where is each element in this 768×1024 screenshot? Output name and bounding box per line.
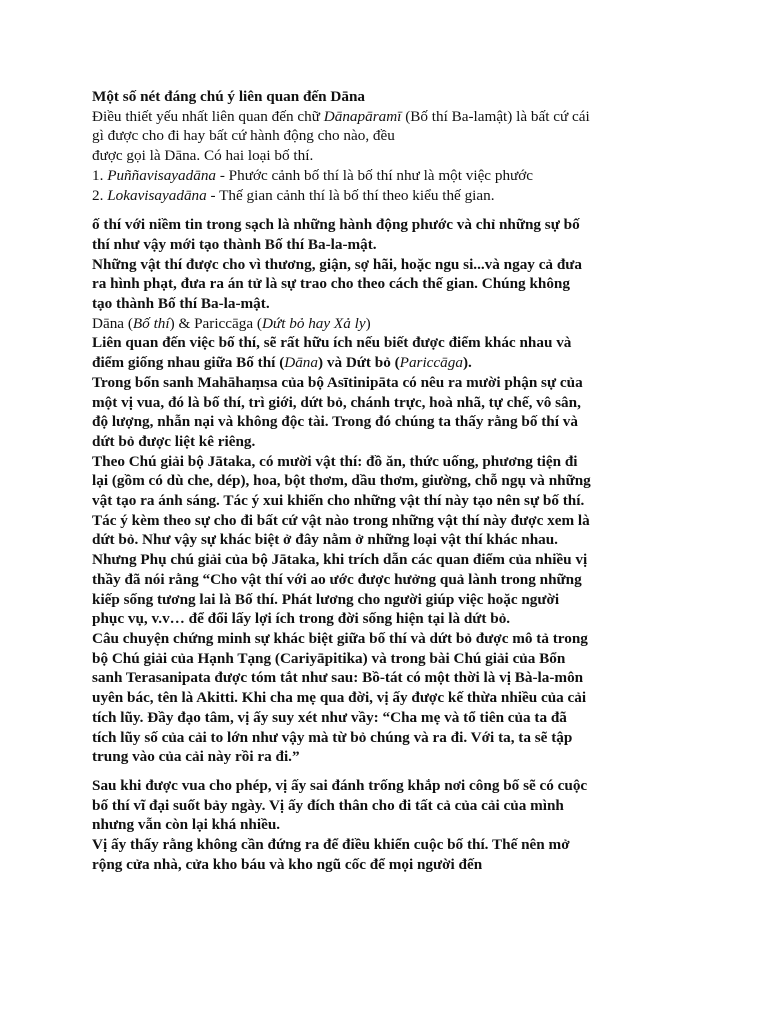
sub-text-b: ) & Pariccāga ( — [169, 314, 262, 332]
p3-text-a: Liên quan đến việc bố thí, sẽ rất hữu ích nếu biết được điểm khác nhau và điểm giống nhau giữa Bố thí ( — [92, 334, 572, 372]
intro-text-a: Điều thiết yếu nhất liên quan đến chữ — [92, 107, 324, 125]
sub-term-2: Dứt bỏ hay Xả ly — [261, 314, 366, 332]
list-term: Puññavisayadāna — [107, 166, 217, 184]
intro-paragraph — [92, 107, 592, 166]
sub-text-a: Dāna ( — [92, 314, 133, 332]
paragraph-2: Những vật thí được cho vì thương, giận, sợ hãi, hoặc ngu si...và ngay cả đưa ra hình phạt, đưa ra án tử là sự trao cho theo cách thế gian. Chúng không tạo thành Bố thí Ba-la-mật. — [92, 255, 582, 313]
paragraph-9: Vị ấy thấy rằng không cần đứng ra để điều khiển cuộc bố thí. Thế nên mở rộng cửa nhà, cửa kho báu và kho ngũ cốc để mọi người đến — [92, 836, 570, 873]
sub-text-c: ) — [365, 314, 371, 332]
list-term: Lokavisayadāna — [107, 186, 207, 204]
document-page — [92, 87, 592, 874]
sub-term-1: Bố thí — [132, 314, 170, 332]
subheading-dana-pariccaga — [92, 314, 592, 334]
intro-term: Dānapāramī — [323, 107, 402, 125]
paragraph-4: Trong bổn sanh Mahāhaṃsa của bộ Asītinipāta có nêu ra mười phận sự của một vị vua, đó là bố thí, trì giới, dứt bỏ, chánh trực, hoà nhã, tự chế, vô sân, độ lượng, nhẫn nại và không độc tài. Trong đó chúng ta thấy rằng bố thí và dứt bỏ được liệt kê riêng. — [92, 373, 583, 450]
p3-text-b: ) và Dứt bỏ ( — [318, 354, 400, 372]
paragraph-8: Sau khi được vua cho phép, vị ấy sai đánh trống khắp nơi công bố sẽ có cuộc bố thí vĩ đại suốt bảy ngày. Vị ấy đích thân cho đi tất cả của cải của mình nhưng vẫn còn lại khá nhiều. — [92, 776, 588, 834]
intro-text-c: được gọi là Dāna. Có hai loại bố thí. — [92, 147, 314, 165]
doc-title: Một số nét đáng chú ý liên quan đến Dāna — [92, 88, 366, 105]
p3-text-c: ). — [462, 354, 472, 372]
p3-term-2: Pariccāga — [399, 354, 463, 372]
paragraph-7: Câu chuyện chứng minh sự khác biệt giữa bố thí và dứt bỏ được mô tả trong bộ Chú giải của Hạnh Tạng (Cariyāpitika) và trong bài Chú giải của Bổn sanh Terasanipata được tóm tắt như sau: Bồ-tát có một thời là vị Bà-la-môn uyên bác, tên là Akitti. Khi cha mẹ qua đời, vị ấy được kế thừa nhiều của cải tích lũy. Đầy đạo tâm, vị ấy suy xét như vầy: “Cha mẹ và tổ tiên của ta đã tích lũy số của cải to lớn như vậy mà từ bỏ chúng và ra đi. Với ta, ta sẽ tập trung vào của cải này rồi ra đi.” — [92, 629, 588, 766]
intro-text-b: (Bố thí Ba-lamật) là bất cứ cái gì được cho đi hay bất cứ hành động cho nào, đều — [92, 107, 590, 145]
paragraph-1: ố thí với niềm tin trong sạch là những hành động phước và chỉ những sự bố thí như vậy mới tạo thành Bố thí Ba-la-mật. — [92, 216, 580, 253]
list-number: 2. — [92, 186, 108, 204]
list-item-2 — [92, 186, 592, 206]
paragraph-6: Nhưng Phụ chú giải của bộ Jātaka, khi trích dẫn các quan điểm của nhiều vị thầy đã nói rằng “Cho vật thí với ao ước được hưởng quả lành trong những kiếp sống tương lai là Bố thí. Phát lương cho người giúp việc hoặc người phục vụ, v.v… để đổi lấy lợi ích trong đời sống hiện tại là dứt bỏ. — [92, 551, 588, 628]
list-number: 1. — [92, 166, 108, 184]
p3-term-1: Dāna — [284, 354, 318, 372]
list-text: - Phước cảnh bố thí là bố thí như là một việc phước — [216, 166, 534, 184]
paragraph-5: Theo Chú giải bộ Jātaka, có mười vật thí: đồ ăn, thức uống, phương tiện đi lại (gồm có dù che, dép), hoa, bột thơm, dầu thơm, giường, chỗ ngụ và những vật tạo ra ánh sáng. Tác ý xui khiến cho những vật thí này tạo nên sự bố thí. Tác ý kèm theo sự cho đi bất cứ vật nào trong những vật thí này được xem là dứt bỏ. Như vậy sự khác biệt ở đây nằm ở những loại vật thí khác nhau. — [92, 452, 591, 549]
paragraph-3 — [92, 333, 592, 372]
list-text: - Thế gian cảnh thí là bố thí theo kiểu thế gian. — [206, 186, 495, 204]
list-item-1 — [92, 166, 592, 186]
